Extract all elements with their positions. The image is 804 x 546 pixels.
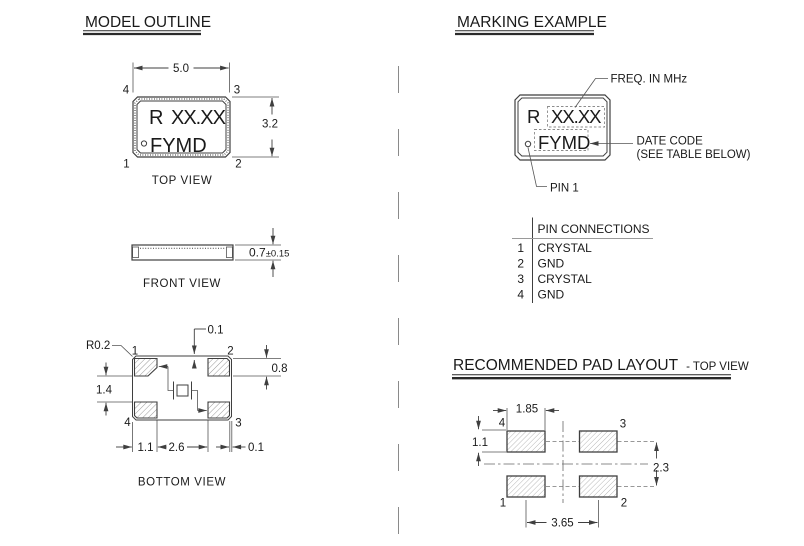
table-row-connection: GND — [537, 287, 565, 302]
bottom-view-label: BOTTOM VIEW — [137, 476, 227, 489]
pin-label-bl: 1 — [123, 158, 130, 171]
table-row-connection: CRYSTAL — [537, 241, 592, 255]
table-row-pin: 3 — [517, 272, 524, 286]
freq-leader-line — [575, 79, 608, 108]
pad-pin2 — [208, 359, 230, 377]
layout-pad-1 — [507, 476, 545, 497]
pad-pin4 — [135, 402, 158, 418]
dim-body-height: 3.2 — [262, 118, 278, 131]
dim-pad-gap: 1.4 — [96, 384, 112, 397]
pad-layout-title: RECOMMENDED PAD LAYOUT - TOP VIEW — [453, 357, 749, 374]
datecode-callout-line1: DATE CODE — [636, 135, 703, 148]
marking-frequency: XX.XX — [551, 106, 601, 127]
crystal-wire-pin1 — [168, 367, 174, 391]
dim-body-width: 5.0 — [173, 62, 189, 75]
pad-layout-section — [452, 357, 749, 530]
marking-frequency: XX.XX — [171, 107, 225, 129]
model-outline-section-title — [83, 14, 211, 34]
dim-pad-height: 0.8 — [271, 363, 288, 375]
pin-label-bl: 1 — [499, 497, 507, 510]
pin1-leader-line — [528, 148, 547, 187]
front-castellation-right — [226, 247, 232, 258]
dim-corner-radius: R0.2 — [86, 340, 111, 352]
pin-label-br: 3 — [235, 417, 242, 430]
layout-pad-4 — [507, 431, 545, 452]
front-body — [132, 245, 233, 260]
dim-pad-width: 1.1 — [137, 442, 154, 454]
pin-label-tr: 3 — [233, 84, 241, 97]
pin-label-tl: 1 — [131, 345, 139, 358]
marking-datecode: FYMD — [150, 135, 207, 157]
front-view-label: FRONT VIEW — [143, 278, 221, 290]
top-view-drawing — [123, 63, 279, 188]
layout-pad-2 — [580, 476, 618, 497]
marking-prefix: R — [149, 107, 164, 129]
pin1-marker-dot — [141, 141, 146, 146]
dim-pad-inner-span: 2.6 — [168, 442, 185, 454]
pin-label-tr: 2 — [227, 345, 234, 358]
marking-example-title: MARKING EXAMPLE — [457, 14, 607, 31]
table-row-pin: 1 — [517, 241, 524, 255]
pin-label-br: 2 — [235, 158, 242, 171]
pin1-marker-dot — [525, 141, 530, 146]
freq-callout-label: FREQ. IN MHz — [610, 73, 688, 86]
dim-pad-width: 1.85 — [515, 403, 539, 416]
bottom-view-drawing — [86, 325, 288, 489]
table-row-connection: GND — [537, 256, 565, 271]
marking-example-section — [455, 14, 751, 195]
dim-pad-side-offset: 0.1 — [248, 442, 264, 454]
pin-label-bl: 4 — [124, 417, 131, 429]
dim-col-pitch: 3.65 — [551, 517, 574, 530]
pin1-callout-label: PIN 1 — [550, 182, 579, 195]
top-view-label: TOP VIEW — [151, 175, 213, 187]
dim-row-pitch: 2.3 — [653, 462, 669, 475]
pad-pin1 — [135, 359, 158, 377]
radius-leader-line — [112, 346, 133, 357]
pin-label-br: 2 — [620, 497, 628, 510]
table-header: PIN CONNECTIONS — [537, 222, 650, 236]
pin-label-tl: 4 — [498, 417, 506, 430]
dim-thickness: 0.7±0.15 — [249, 245, 290, 260]
front-view-drawing — [132, 228, 289, 290]
pin-label-tl: 4 — [122, 84, 130, 97]
crystal-wire-pin3 — [192, 391, 198, 411]
pin-connections-table — [512, 218, 653, 304]
dim-pad-top-offset: 0.1 — [207, 324, 224, 337]
marking-prefix: R — [527, 106, 541, 127]
crystal-symbol — [177, 385, 188, 396]
marking-datecode: FYMD — [538, 132, 591, 153]
pin-label-tr: 3 — [619, 418, 627, 431]
model-outline-title: MODEL OUTLINE — [85, 14, 212, 31]
table-row-pin: 4 — [517, 287, 524, 302]
pad-pin3 — [208, 402, 230, 418]
datecode-callout-line2: (SEE TABLE BELOW) — [636, 149, 751, 161]
table-row-pin: 2 — [517, 256, 524, 271]
front-castellation-left — [133, 247, 139, 258]
table-row-connection: CRYSTAL — [537, 272, 592, 286]
dim-pad-height: 1.1 — [472, 437, 488, 449]
layout-pad-3 — [580, 431, 618, 452]
